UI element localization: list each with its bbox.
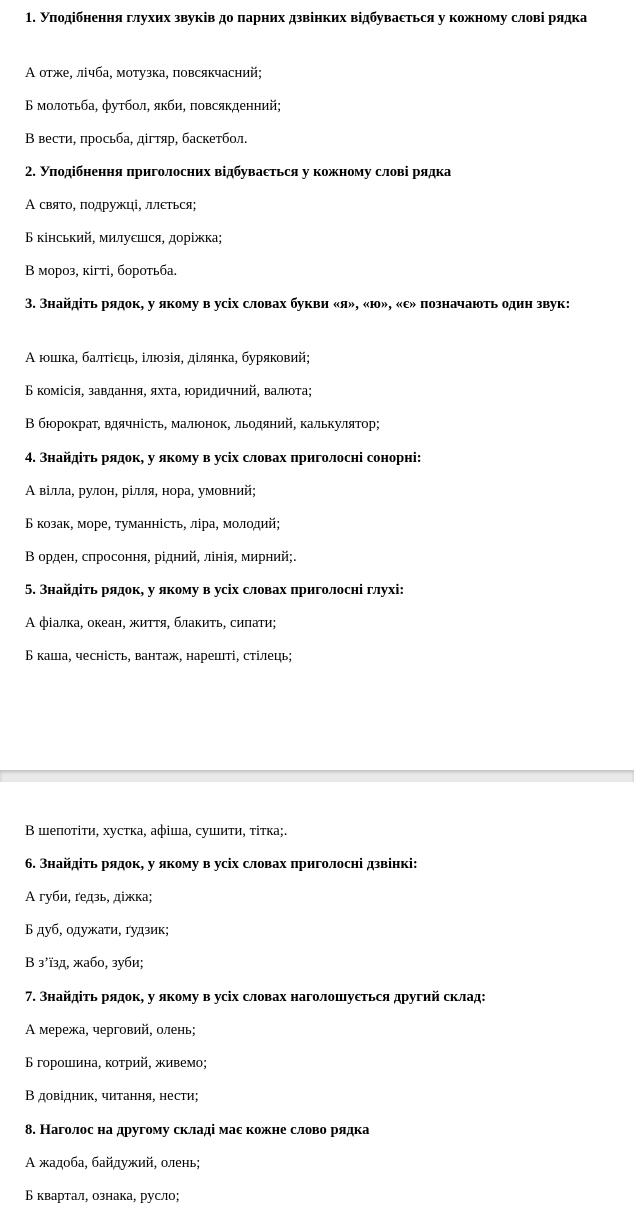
answer-option: Б горошина, котрий, живемо; xyxy=(25,1055,208,1071)
question-5: 5. Знайдіть рядок, у якому в усіх словах приголосні глухі: xyxy=(25,582,405,598)
answer-option: А жадоба, байдужий, олень; xyxy=(25,1155,201,1171)
answer-option: В мороз, кігті, боротьба. xyxy=(25,263,178,279)
question-1: 1. Уподібнення глухих звуків до парних дзвінких відбувається у кожному слові рядка xyxy=(25,10,588,26)
answer-option: А фіалка, океан, життя, блакить, сипати; xyxy=(25,615,277,631)
answer-option: Б молотьба, футбол, якби, повсякденний; xyxy=(25,98,282,114)
answer-option: Б квартал, ознака, русло; xyxy=(25,1188,180,1204)
answer-option: В довідник, читання, нести; xyxy=(25,1088,199,1104)
document-page-2 xyxy=(0,782,634,1204)
answer-option: А отже, лічба, мотузка, повсякчасний; xyxy=(25,65,263,81)
answer-option: В бюрократ, вдячність, малюнок, льодяний, калькулятор; xyxy=(25,416,380,432)
question-6: 6. Знайдіть рядок, у якому в усіх словах приголосні дзвінкі: xyxy=(25,856,418,872)
page-separator xyxy=(0,770,634,782)
question-7: 7. Знайдіть рядок, у якому в усіх словах наголошується другий склад: xyxy=(25,989,487,1005)
answer-option: Б дуб, одужати, ґудзик; xyxy=(25,922,170,938)
answer-option: А губи, ґедзь, діжка; xyxy=(25,889,153,905)
answer-option: А юшка, балтієць, ілюзія, ділянка, буряковий; xyxy=(25,350,311,366)
answer-option: В шепотіти, хустка, афіша, сушити, тітка;. xyxy=(25,823,288,839)
answer-option: Б комісія, завдання, яхта, юридичний, валюта; xyxy=(25,383,313,399)
question-8: 8. Наголос на другому складі має кожне слово рядка xyxy=(25,1122,370,1138)
question-4: 4. Знайдіть рядок, у якому в усіх словах приголосні сонорні: xyxy=(25,450,422,466)
answer-option: А вілла, рулон, рілля, нора, умовний; xyxy=(25,483,257,499)
answer-option: В орден, спросоння, рідний, лінія, мирний;. xyxy=(25,549,297,565)
question-2: 2. Уподібнення приголосних відбувається у кожному слові рядка xyxy=(25,164,452,180)
answer-option: Б кінський, милуєшся, доріжка; xyxy=(25,230,223,246)
answer-option: В вести, просьба, дігтяр, баскетбол. xyxy=(25,131,248,147)
answer-option: Б козак, море, туманність, ліра, молодий; xyxy=(25,516,281,532)
question-3: 3. Знайдіть рядок, у якому в усіх словах букви «я», «ю», «є» позначають один звук: xyxy=(25,296,571,312)
answer-option: В з’їзд, жабо, зуби; xyxy=(25,955,144,971)
answer-option: А свято, подружці, ллється; xyxy=(25,197,197,213)
answer-option: А мережа, черговий, олень; xyxy=(25,1022,196,1038)
answer-option: Б каша, чесність, вантаж, нарешті, стілець; xyxy=(25,648,293,664)
